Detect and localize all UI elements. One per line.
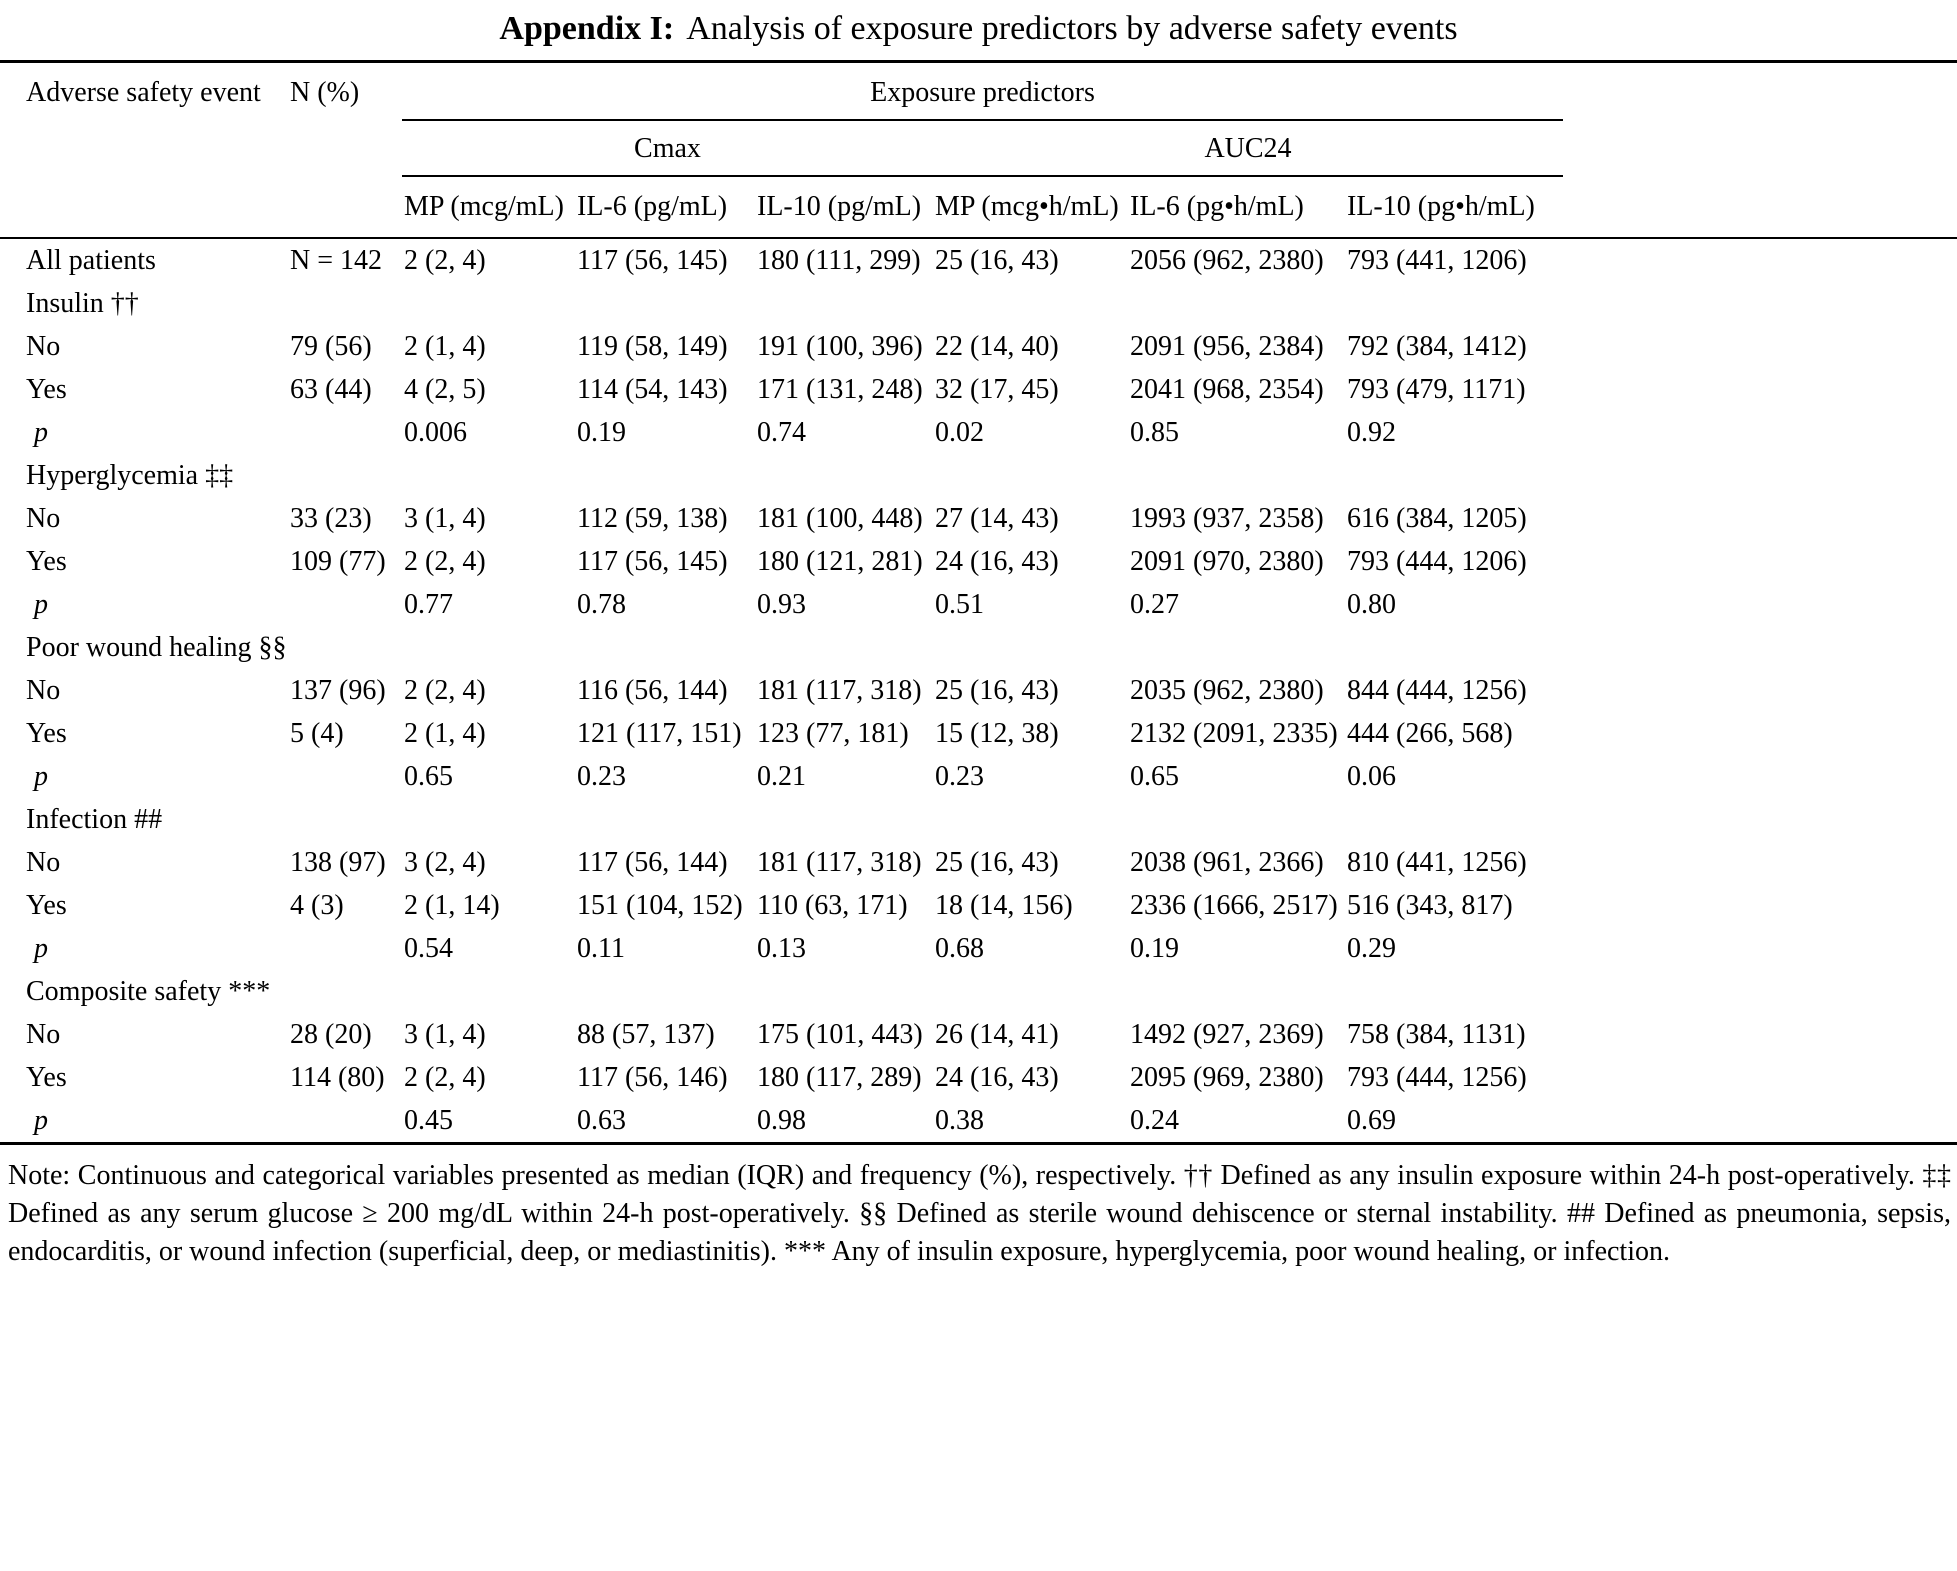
section-label: Hyperglycemia ‡‡ [26,460,234,491]
cell-n-percent [290,411,402,454]
cell-auc24-il6: 2035 (962, 2380) [1130,675,1324,706]
cell-cmax-mp: 0.77 [404,589,453,620]
cell-cmax-mp: 0.006 [404,417,467,448]
row-label: p [34,933,48,964]
cell-auc24-il10: 0.06 [1347,761,1396,792]
table-title-label: Appendix I: [499,10,675,47]
table-row-infection [0,798,1957,841]
cell-cmax-mp: 2 (2, 4) [404,245,486,276]
table-row-yes [0,1056,1957,1099]
table-row-no [0,841,1957,884]
table-row-p [0,583,1957,626]
cell-cmax-il10: 181 (100, 448) [757,503,923,534]
row-label: No [26,503,61,534]
cell-filler [1563,497,1957,540]
cell-n-percent [290,1099,402,1144]
cell-auc24-il10: 810 (441, 1256) [1347,847,1527,878]
header-unit-auc24-il6: IL-6 (pg•h/mL) [1128,177,1345,238]
row-label: Yes [26,890,67,921]
cell-cmax-il10: 175 (101, 443) [757,1019,923,1050]
cell-auc24-il6: 2336 (1666, 2517) [1130,890,1338,921]
cell-n-percent: 109 (77) [290,546,386,577]
table-body [0,238,1957,1144]
cell-auc24-il6: 2091 (956, 2384) [1130,331,1324,362]
cell-n-percent: 114 (80) [290,1062,385,1093]
cell-auc24-il10: 793 (444, 1206) [1347,546,1527,577]
section-label: Poor wound healing §§ [26,632,287,663]
cell-n-percent: N = 142 [290,245,383,276]
table-row-yes [0,712,1957,755]
table-row-p [0,927,1957,970]
cell-cmax-il6: 121 (117, 151) [577,718,742,749]
cell-filler [1563,1013,1957,1056]
cell-cmax-mp: 2 (2, 4) [404,675,486,706]
header-unit-auc24-mp: MP (mcg•h/mL) [933,177,1128,238]
cell-filler [1563,583,1957,626]
cell-filler [1563,712,1957,755]
row-label: p [34,1105,48,1136]
cell-cmax-il10: 180 (117, 289) [757,1062,922,1093]
cell-auc24-il6: 0.24 [1130,1105,1179,1136]
cell-cmax-mp: 3 (2, 4) [404,847,486,878]
cell-n-percent [290,583,402,626]
cell-auc24-il10: 0.92 [1347,417,1396,448]
cell-cmax-il10: 0.74 [757,417,806,448]
section-label: Composite safety *** [26,976,271,1007]
cell-cmax-mp: 2 (1, 14) [404,890,500,921]
cell-cmax-il6: 0.63 [577,1105,626,1136]
cell-cmax-il6: 0.23 [577,761,626,792]
row-label: No [26,331,61,362]
table-row-no [0,669,1957,712]
table-row-p [0,1099,1957,1144]
cell-auc24-mp: 18 (14, 156) [935,890,1073,921]
table-row-p [0,755,1957,798]
row-label: Yes [26,546,67,577]
cell-n-percent: 137 (96) [290,675,386,706]
header-exposure-predictors [402,62,1563,122]
cell-cmax-il10: 0.98 [757,1105,806,1136]
cell-filler [1563,755,1957,798]
header-adverse-safety-event: Adverse safety event [0,62,290,239]
cell-auc24-il6: 2091 (970, 2380) [1130,546,1324,577]
header-filler [1563,62,1957,239]
cell-cmax-il6: 0.78 [577,589,626,620]
cell-auc24-mp: 0.51 [935,589,984,620]
cell-cmax-mp: 4 (2, 5) [404,374,486,405]
section-label: Insulin †† [26,288,139,319]
appendix-table [0,60,1957,1145]
cell-cmax-il10: 0.93 [757,589,806,620]
header-row-groups [0,62,1957,122]
cell-auc24-mp: 0.02 [935,417,984,448]
cell-cmax-mp: 0.45 [404,1105,453,1136]
table-title [0,10,1957,48]
header-auc24 [933,121,1563,177]
header-unit-auc24-il10: IL-10 (pg•h/mL) [1345,177,1563,238]
cell-cmax-mp: 0.54 [404,933,453,964]
cell-auc24-mp: 0.68 [935,933,984,964]
row-label: Yes [26,1062,67,1093]
cmax-label: Cmax [402,133,933,177]
row-label: No [26,847,61,878]
cell-auc24-il6: 2132 (2091, 2335) [1130,718,1338,749]
row-label: No [26,675,61,706]
section-label: Infection ## [26,804,163,835]
cell-cmax-il6: 0.11 [577,933,625,964]
cell-auc24-il6: 2095 (969, 2380) [1130,1062,1324,1093]
cell-filler [1563,669,1957,712]
cell-cmax-il6: 119 (58, 149) [577,331,728,362]
cell-auc24-il6: 0.65 [1130,761,1179,792]
cell-auc24-mp: 27 (14, 43) [935,503,1059,534]
cell-cmax-il10: 180 (121, 281) [757,546,923,577]
cell-cmax-mp: 3 (1, 4) [404,503,486,534]
cell-cmax-mp: 2 (2, 4) [404,1062,486,1093]
cell-auc24-il10: 792 (384, 1412) [1347,331,1527,362]
cell-cmax-il6: 151 (104, 152) [577,890,743,921]
cell-cmax-il10: 191 (100, 396) [757,331,923,362]
cell-auc24-il6: 0.19 [1130,933,1179,964]
cell-auc24-il6: 0.85 [1130,417,1179,448]
row-label: No [26,1019,61,1050]
cell-cmax-il10: 181 (117, 318) [757,847,922,878]
cell-cmax-il6: 112 (59, 138) [577,503,728,534]
cell-auc24-il10: 0.29 [1347,933,1396,964]
cell-auc24-mp: 26 (14, 41) [935,1019,1059,1050]
cell-filler [1563,1056,1957,1099]
row-label: Yes [26,718,67,749]
cell-cmax-mp: 2 (1, 4) [404,718,486,749]
cell-cmax-il6: 88 (57, 137) [577,1019,715,1050]
cell-filler [1563,238,1957,282]
cell-filler [1563,1099,1957,1144]
cell-auc24-mp: 32 (17, 45) [935,374,1059,405]
cell-auc24-il10: 793 (444, 1256) [1347,1062,1527,1093]
cell-auc24-mp: 25 (16, 43) [935,675,1059,706]
cell-filler [1563,325,1957,368]
cell-auc24-il6: 2056 (962, 2380) [1130,245,1324,276]
cell-cmax-il10: 180 (111, 299) [757,245,921,276]
table-row-poor-wound-healing [0,626,1957,669]
exposure-predictors-label: Exposure predictors [402,77,1563,121]
cell-auc24-il6: 0.27 [1130,589,1179,620]
cell-auc24-mp: 25 (16, 43) [935,847,1059,878]
cell-cmax-il6: 117 (56, 145) [577,546,728,577]
cell-cmax-il10: 181 (117, 318) [757,675,922,706]
table-row-no [0,325,1957,368]
cell-cmax-il6: 117 (56, 145) [577,245,728,276]
table-row-composite-safety [0,970,1957,1013]
table-row-hyperglycemia [0,454,1957,497]
cell-auc24-il6: 1993 (937, 2358) [1130,503,1324,534]
cell-filler [1563,411,1957,454]
cell-n-percent: 4 (3) [290,890,344,921]
cell-auc24-il10: 793 (479, 1171) [1347,374,1526,405]
cell-filler [1563,927,1957,970]
cell-auc24-il6: 2038 (961, 2366) [1130,847,1324,878]
table-row-p [0,411,1957,454]
cell-cmax-il10: 0.21 [757,761,806,792]
cell-cmax-il6: 117 (56, 146) [577,1062,728,1093]
cell-auc24-il10: 444 (266, 568) [1347,718,1513,749]
row-label: p [34,417,48,448]
header-n-percent: N (%) [290,62,402,239]
table-title-text: Analysis of exposure predictors by adverse safety events [686,10,1458,47]
cell-cmax-mp: 2 (2, 4) [404,546,486,577]
table-row-yes [0,884,1957,927]
header-cmax [402,121,933,177]
table-row-no [0,497,1957,540]
table-row-no [0,1013,1957,1056]
cell-cmax-il10: 123 (77, 181) [757,718,909,749]
cell-filler [1563,368,1957,411]
table-row-yes [0,368,1957,411]
cell-filler [1563,884,1957,927]
cell-auc24-il10: 844 (444, 1256) [1347,675,1527,706]
cell-cmax-il6: 114 (54, 143) [577,374,728,405]
cell-auc24-il10: 793 (441, 1206) [1347,245,1527,276]
cell-cmax-il6: 116 (56, 144) [577,675,728,706]
cell-cmax-mp: 2 (1, 4) [404,331,486,362]
cell-n-percent: 79 (56) [290,331,372,362]
auc24-label: AUC24 [933,133,1563,177]
cell-n-percent: 33 (23) [290,503,372,534]
cell-n-percent: 63 (44) [290,374,372,405]
table-row-insulin [0,282,1957,325]
header-unit-cmax-il10: IL-10 (pg/mL) [755,177,933,238]
cell-filler [1563,540,1957,583]
table-row-all-patients [0,238,1957,282]
cell-auc24-il10: 0.69 [1347,1105,1396,1136]
cell-auc24-il10: 516 (343, 817) [1347,890,1513,921]
cell-cmax-il6: 0.19 [577,417,626,448]
cell-n-percent [290,755,402,798]
row-label: All patients [26,245,156,276]
cell-auc24-mp: 22 (14, 40) [935,331,1059,362]
cell-cmax-il6: 117 (56, 144) [577,847,728,878]
row-label: p [34,589,48,620]
row-label: p [34,761,48,792]
cell-n-percent [290,927,402,970]
cell-cmax-il10: 0.13 [757,933,806,964]
header-unit-cmax-il6: IL-6 (pg/mL) [575,177,755,238]
cell-filler [1563,841,1957,884]
cell-n-percent: 138 (97) [290,847,386,878]
cell-cmax-mp: 0.65 [404,761,453,792]
cell-cmax-mp: 3 (1, 4) [404,1019,486,1050]
cell-auc24-il6: 2041 (968, 2354) [1130,374,1324,405]
cell-auc24-mp: 15 (12, 38) [935,718,1059,749]
cell-n-percent: 5 (4) [290,718,344,749]
cell-auc24-mp: 25 (16, 43) [935,245,1059,276]
footnote: Note: Continuous and categorical variables presented as median (IQR) and frequency (%), respectively. †† Defined as any insulin exposure within 24-h post-operatively. ‡‡ Defined as any serum glucose ≥ 200 mg/dL within 24-h post-operatively. §§ Defined as sterile wound dehiscence or sternal instability. ## Defined as pneumonia, sepsis, endocarditis, or wound infection (superficial, deep, or mediastinitis). *** Any of insulin exposure, hyperglycemia, poor wound healing, or infection. [8,1160,1951,1267]
cell-auc24-il10: 758 (384, 1131) [1347,1019,1526,1050]
header-unit-cmax-mp: MP (mcg/mL) [402,177,575,238]
cell-auc24-mp: 0.23 [935,761,984,792]
cell-auc24-il10: 0.80 [1347,589,1396,620]
cell-n-percent: 28 (20) [290,1019,372,1050]
cell-cmax-il10: 171 (131, 248) [757,374,923,405]
cell-auc24-il6: 1492 (927, 2369) [1130,1019,1324,1050]
table-row-yes [0,540,1957,583]
cell-cmax-il10: 110 (63, 171) [757,890,908,921]
cell-auc24-mp: 0.38 [935,1105,984,1136]
cell-auc24-mp: 24 (16, 43) [935,1062,1059,1093]
cell-auc24-il10: 616 (384, 1205) [1347,503,1527,534]
cell-auc24-mp: 24 (16, 43) [935,546,1059,577]
row-label: Yes [26,374,67,405]
table-header [0,62,1957,239]
